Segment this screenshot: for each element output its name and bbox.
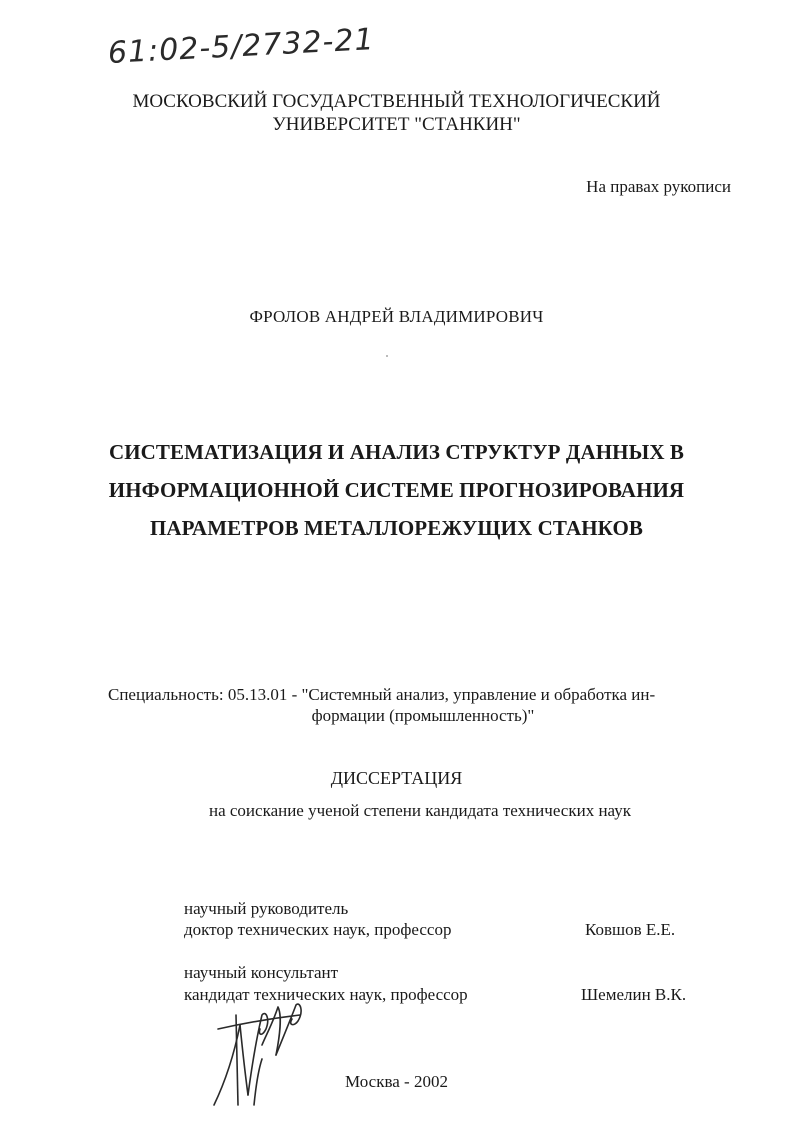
- dissertation-title: [0, 433, 793, 547]
- scan-speck: [386, 355, 388, 357]
- author-name: ФРОЛОВ АНДРЕЙ ВЛАДИМИРОВИЧ: [249, 307, 544, 326]
- university-line-1: МОСКОВСКИЙ ГОСУДАРСТВЕННЫЙ ТЕХНОЛОГИЧЕСКИЙ: [132, 91, 661, 112]
- dissertation-label: ДИССЕРТАЦИЯ: [330, 768, 463, 788]
- title-line-3: ПАРАМЕТРОВ МЕТАЛЛОРЕЖУЩИХ СТАНКОВ: [149, 516, 644, 540]
- title-line-2: ИНФОРМАЦИОННОЙ СИСТЕМЕ ПРОГНОЗИРОВАНИЯ: [108, 478, 685, 502]
- supervisor-name: Ковшов Е.Е.: [585, 920, 676, 939]
- university-name: [0, 90, 793, 136]
- specialty: [108, 684, 718, 726]
- manuscript-rights: На правах рукописи: [586, 177, 731, 196]
- title-line-1: СИСТЕМАТИЗАЦИЯ И АНАЛИЗ СТРУКТУР ДАННЫХ В: [108, 440, 685, 464]
- supervisor-degree: доктор технических наук, профессор: [184, 920, 452, 939]
- city-year: Москва - 2002: [345, 1072, 448, 1091]
- consultant-name: Шемелин В.К.: [581, 985, 687, 1004]
- degree-sought: на соискание ученой степени кандидата технических наук: [208, 801, 631, 820]
- university-line-2: УНИВЕРСИТЕТ "СТАНКИН": [272, 114, 521, 135]
- specialty-line-2: формации (промышленность)": [311, 706, 535, 725]
- consultant-role: научный консультант: [184, 963, 339, 982]
- consultant-degree: кандидат технических наук, профессор: [184, 985, 468, 1004]
- specialty-line-1: Специальность: 05.13.01 - "Системный анализ, управление и обработка ин-: [108, 685, 656, 704]
- library-stamp: 61:02-5/2732-21: [107, 22, 376, 71]
- handwritten-signature-icon: [196, 985, 316, 1120]
- supervisor-role: научный руководитель: [184, 899, 349, 918]
